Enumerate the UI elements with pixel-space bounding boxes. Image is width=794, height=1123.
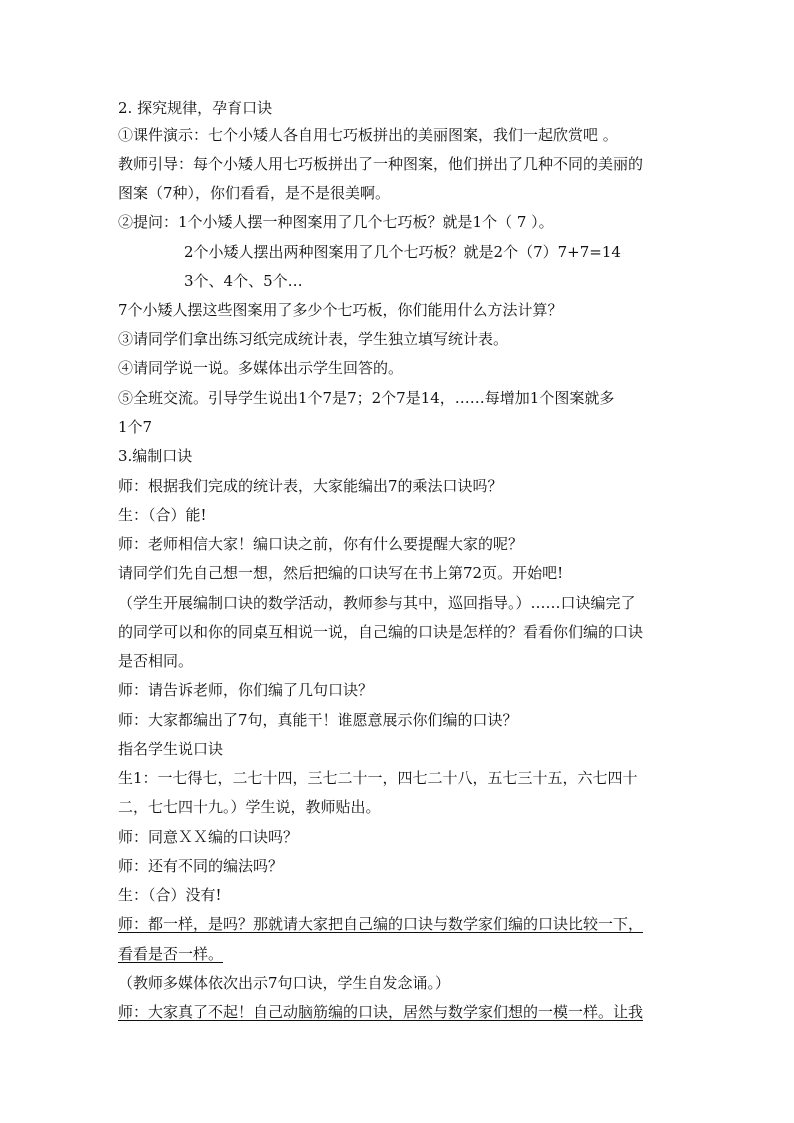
dialogue-line-underlined: 看看是否一样。 [118,945,224,963]
dialogue-line: 生1：一七得七，二七十四，三七二十一，四七二十八，五七三十五，六七四十 [118,769,638,787]
paragraph-line: 图案（7种），你们看看，是不是很美啊。 [118,184,391,202]
paragraph-line: 1个7 [118,418,153,436]
paragraph-line-indented: 3个、4个、5个… [184,272,303,290]
paragraph-line: ①课件演示：七个小矮人各自用七巧板拼出的美丽图案，我们一起欣赏吧 。 [118,126,618,144]
dialogue-line: 二，七七四十九。）学生说，教师贴出。 [118,798,381,816]
paragraph-line: ④请同学说一说。多媒体出示学生回答的。 [118,359,404,377]
dialogue-line: 师：同意ＸＸ编的口诀吗？ [118,828,299,846]
dialogue-line: 师：根据我们完成的统计表，大家能编出7的乘法口诀吗？ [118,477,503,495]
paragraph-line: 的同学可以和你的同桌互相说一说，自己编的口诀是怎样的？看看你们编的口诀 [118,623,644,641]
section-heading-2: 2. 探究规律，孕育口诀 [118,99,273,117]
dialogue-line: 师：请告诉老师，你们编了几句口诀？ [118,681,374,699]
dialogue-line-underlined: 师：大家真了不起！自己动脑筋编的口诀，居然与数学家们想的一模一样。让我 [118,1003,644,1021]
paragraph-line-indented: 2个小矮人摆出两种图案用了几个七巧板？就是2个（7）7+7=14 [184,243,621,261]
paragraph-line: ③请同学们拿出练习纸完成统计表，学生独立填写统计表。 [118,330,509,348]
dialogue-line: 师：大家都编出了7句，真能干！谁愿意展示你们编的口诀？ [118,711,518,729]
paragraph-line: 请同学们先自己想一想，然后把编的口诀写在书上第72页。开始吧! [118,564,564,582]
paragraph-line: 是否相同。 [118,652,194,670]
dialogue-line: 生：（合）没有! [118,886,222,904]
paragraph-line: 7个小矮人摆这些图案用了多少个七巧板，你们能用什么方法计算？ [118,301,563,319]
dialogue-line: 师：还有不同的编法吗？ [118,857,284,875]
dialogue-line-underlined: 师：都一样，是吗？那就请大家把自己编的口诀与数学家们编的口诀比较一下， [118,915,644,933]
section-heading-3: 3.编制口诀 [118,447,193,465]
paragraph-line: （学生开展编制口诀的数学活动，教师参与其中，巡回指导。）……口诀编完了 [118,594,636,612]
paragraph-line: ⑤全班交流。引导学生说出1个7是7；2个7是14，……每增加1个图案就多 [118,389,615,407]
dialogue-line: 生：（合）能! [118,506,207,524]
paragraph-line: 教师引导：每个小矮人用七巧板拼出了一种图案，他们拼出了几种不同的美丽的 [118,155,644,173]
dialogue-line: 师：老师相信大家！编口诀之前，你有什么要提醒大家的呢？ [118,535,524,553]
paragraph-line: ②提问：1个小矮人摆一种图案用了几个七巧板？就是1个（ 7 ）。 [118,213,554,231]
paragraph-line: 指名学生说口诀 [118,740,224,758]
paragraph-line: （教师多媒体依次出示7句口诀，学生自发念诵。） [118,974,451,992]
